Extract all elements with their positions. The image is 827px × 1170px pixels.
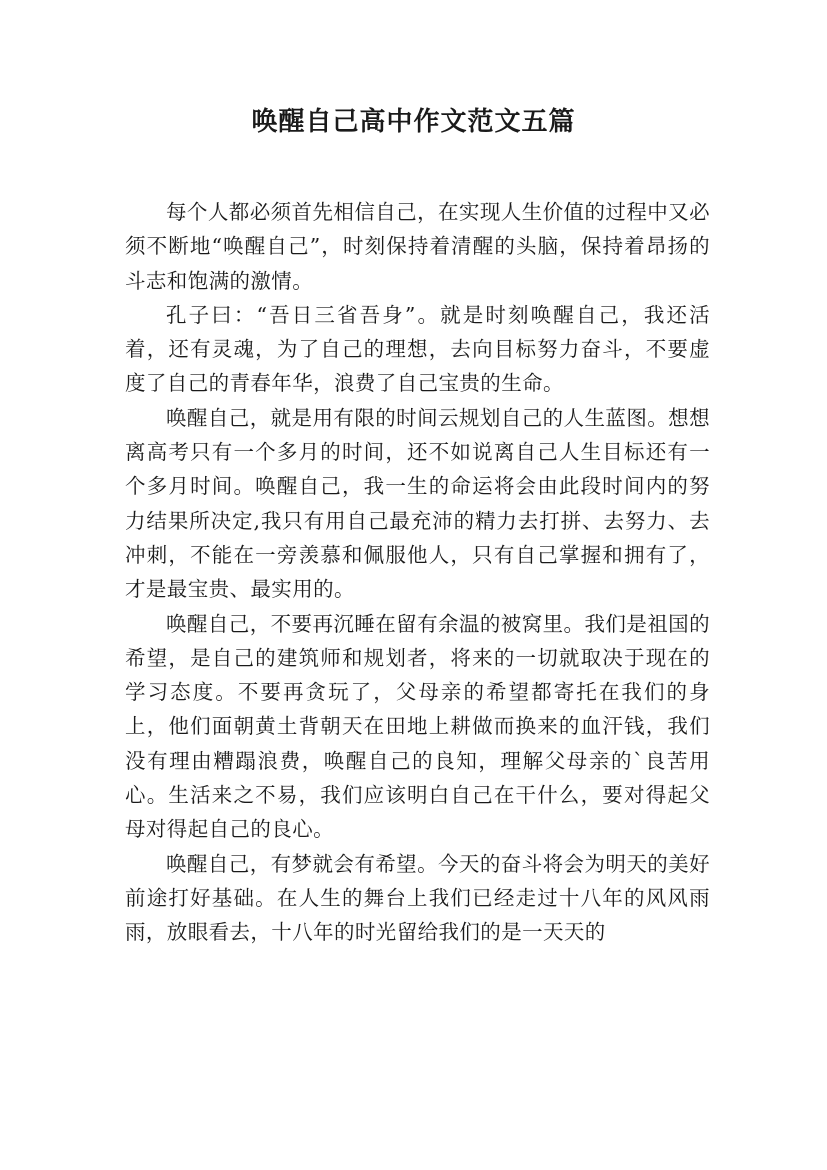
document-title: 唤醒自己高中作文范文五篇 [251,107,576,137]
document-body [125,195,710,950]
paragraph: 唤醒自己，就是用有限的时间云规划自己的人生蓝图。想想离高考只有一个多月的时间，还不如说离自己人生目标还有一个多月时间。唤醒自己，我一生的命运将会由此段时间内的努力结果所决定,我只有用自己最充沛的精力去打拼、去努力、去冲刺，不能在一旁羡慕和佩服他人，只有自己掌握和拥有了，才是最宝贵、最实用的。 [125,405,710,602]
paragraph: 每个人都必须首先相信自己，在实现人生价值的过程中又必须不断地“唤醒自己”，时刻保持着清醒的头脑，保持着昂扬的斗志和饱满的激情。 [125,200,710,293]
paragraph: 孔子曰：“吾日三省吾身”。就是时刻唤醒自己，我还活着，还有灵魂，为了自己的理想，去向目标努力奋斗，不要虚度了自己的青春年华，浪费了自己宝贵的生命。 [125,302,710,396]
paragraph: 唤醒自己，不要再沉睡在留有余温的被窝里。我们是祖国的希望，是自己的建筑师和规划者，将来的一切就取决于现在的学习态度。不要再贪玩了，父母亲的希望都寄托在我们的身上，他们面朝黄土背朝天在田地上耕做而换来的血汗钱，我们没有理由糟蹋浪费，唤醒自己的良知，理解父母亲的`良苦用心。生活来之不易，我们应该明白自己在干什么，要对得起父母对得起自己的良心。 [125,611,710,842]
paragraph: 唤醒自己，有梦就会有希望。今天的奋斗将会为明天的美好前途打好基础。在人生的舞台上我们已经走过十八年的风风雨雨，放眼看去，十八年的时光留给我们的是一天天的 [125,851,710,945]
